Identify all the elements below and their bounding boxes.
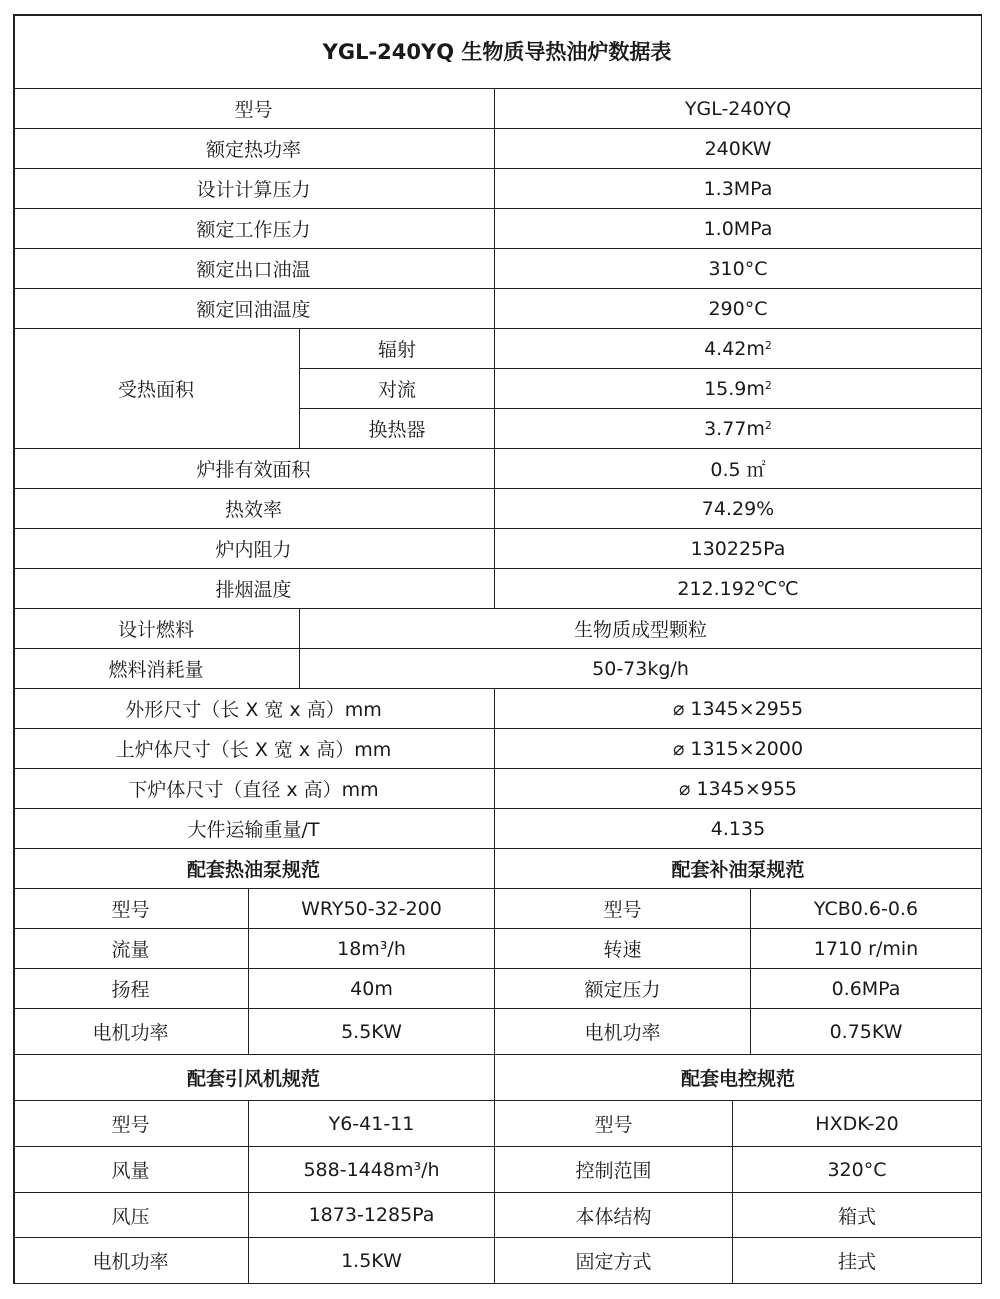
heat-area-sub-label: 对流 xyxy=(300,369,495,409)
spec-value: HXDK-20 xyxy=(733,1101,982,1147)
spec-value: 箱式 xyxy=(733,1193,982,1238)
row-label: 炉排有效面积 xyxy=(13,449,495,489)
fuel-label: 设计燃料 xyxy=(13,609,300,649)
heat-area-value xyxy=(495,409,982,449)
spec-value: 0.75KW xyxy=(751,1009,982,1055)
row-value: 0.5 ㎡ xyxy=(495,449,982,489)
heat-area-value xyxy=(495,329,982,369)
row-value: 212.192℃℃ xyxy=(495,569,982,609)
row-value: 290°C xyxy=(495,289,982,329)
spec-label: 型号 xyxy=(495,889,751,929)
superscript: 2 xyxy=(764,379,772,392)
row-label: 上炉体尺寸（长 X 宽 x 高）mm xyxy=(13,729,495,769)
heat-area-value xyxy=(495,369,982,409)
row-label: 炉内阻力 xyxy=(13,529,495,569)
row-value: 1.3MPa xyxy=(495,169,982,209)
spec-value: 40m xyxy=(249,969,495,1009)
spec-label: 控制范围 xyxy=(495,1147,733,1193)
row-label: 额定工作压力 xyxy=(13,209,495,249)
spec-value: 1.5KW xyxy=(249,1238,495,1284)
row-value: 1.0MPa xyxy=(495,209,982,249)
table-title: YGL-240YQ 生物质导热油炉数据表 xyxy=(13,14,982,89)
spec-value: 320°C xyxy=(733,1147,982,1193)
value-text: 15.9m xyxy=(704,377,765,400)
value-text: 4.42m xyxy=(704,337,765,360)
superscript: 2 xyxy=(764,339,772,352)
spec-value: 0.6MPa xyxy=(751,969,982,1009)
electric-control-header: 配套电控规范 xyxy=(495,1055,982,1101)
row-value: ⌀ 1345×955 xyxy=(495,769,982,809)
row-value: 74.29% xyxy=(495,489,982,529)
row-value: ⌀ 1345×2955 xyxy=(495,689,982,729)
spec-label: 型号 xyxy=(495,1101,733,1147)
spec-label: 风量 xyxy=(13,1147,249,1193)
heat-area-sub-label: 换热器 xyxy=(300,409,495,449)
row-label: 设计计算压力 xyxy=(13,169,495,209)
row-label: 下炉体尺寸（直径 x 高）mm xyxy=(13,769,495,809)
induced-fan-header: 配套引风机规范 xyxy=(13,1055,495,1101)
row-value: 240KW xyxy=(495,129,982,169)
row-label: 额定回油温度 xyxy=(13,289,495,329)
spec-label: 本体结构 xyxy=(495,1193,733,1238)
spec-value: YCB0.6-0.6 xyxy=(751,889,982,929)
heat-area-sub-label: 辐射 xyxy=(300,329,495,369)
spec-value: 588-1448m³/h xyxy=(249,1147,495,1193)
spec-label: 型号 xyxy=(13,1101,249,1147)
spec-value: 1710 r/min xyxy=(751,929,982,969)
spec-value: 18m³/h xyxy=(249,929,495,969)
row-label: 外形尺寸（长 X 宽 x 高）mm xyxy=(13,689,495,729)
fuel-value: 50-73kg/h xyxy=(300,649,982,689)
fuel-label: 燃料消耗量 xyxy=(13,649,300,689)
spec-value: 挂式 xyxy=(733,1238,982,1284)
row-label: 额定热功率 xyxy=(13,129,495,169)
row-value: 130225Pa xyxy=(495,529,982,569)
spec-label: 风压 xyxy=(13,1193,249,1238)
spec-label: 固定方式 xyxy=(495,1238,733,1284)
spec-value: WRY50-32-200 xyxy=(249,889,495,929)
spec-value: 5.5KW xyxy=(249,1009,495,1055)
row-value: 4.135 xyxy=(495,809,982,849)
value-text: 3.77m xyxy=(704,417,765,440)
spec-label: 电机功率 xyxy=(495,1009,751,1055)
spec-label: 电机功率 xyxy=(13,1009,249,1055)
fuel-value: 生物质成型颗粒 xyxy=(300,609,982,649)
spec-label: 额定压力 xyxy=(495,969,751,1009)
row-value: YGL-240YQ xyxy=(495,89,982,129)
superscript: 2 xyxy=(764,419,772,432)
row-label: 型号 xyxy=(13,89,495,129)
row-value: 310°C xyxy=(495,249,982,289)
spec-label: 转速 xyxy=(495,929,751,969)
row-label: 大件运输重量/T xyxy=(13,809,495,849)
row-label: 排烟温度 xyxy=(13,569,495,609)
row-value: ⌀ 1315×2000 xyxy=(495,729,982,769)
data-sheet-table xyxy=(13,14,982,1284)
hot-oil-pump-header: 配套热油泵规范 xyxy=(13,849,495,889)
spec-label: 扬程 xyxy=(13,969,249,1009)
row-label: 额定出口油温 xyxy=(13,249,495,289)
spec-value: 1873-1285Pa xyxy=(249,1193,495,1238)
spec-label: 流量 xyxy=(13,929,249,969)
makeup-pump-header: 配套补油泵规范 xyxy=(495,849,982,889)
spec-label: 型号 xyxy=(13,889,249,929)
spec-value: Y6-41-11 xyxy=(249,1101,495,1147)
row-label: 热效率 xyxy=(13,489,495,529)
spec-label: 电机功率 xyxy=(13,1238,249,1284)
heat-area-label: 受热面积 xyxy=(13,329,300,449)
